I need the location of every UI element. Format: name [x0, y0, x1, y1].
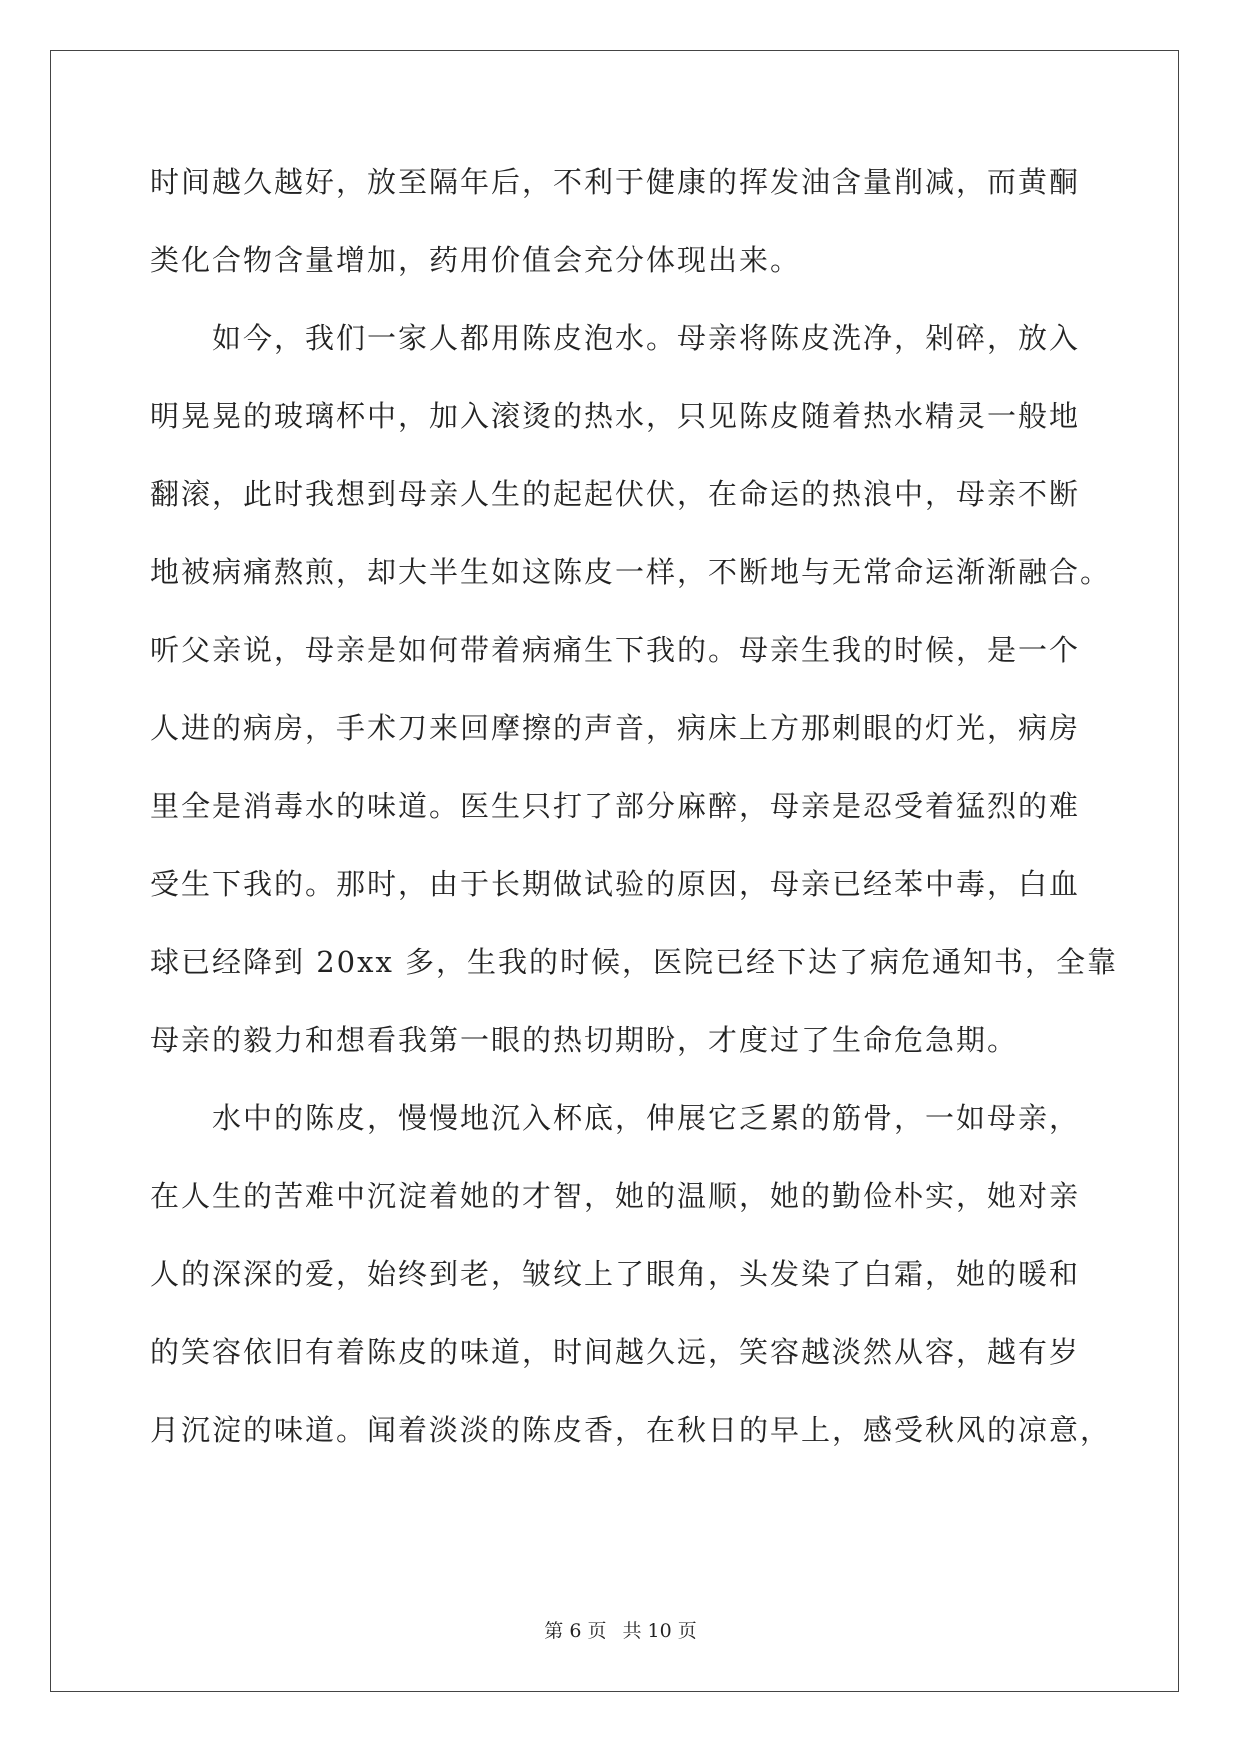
text-line: 听父亲说，母亲是如何带着病痛生下我的。母亲生我的时候，是一个: [150, 633, 1081, 667]
text-line: 里全是消毒水的味道。医生只打了部分麻醉，母亲是忍受着猛烈的难: [150, 789, 1081, 823]
text-line: 翻滚，此时我想到母亲人生的起起伏伏，在命运的热浪中，母亲不断: [150, 477, 1081, 511]
text-line: 时间越久越好，放至隔年后，不利于健康的挥发油含量削减，而黄酮: [150, 165, 1081, 199]
text-line: 在人生的苦难中沉淀着她的才智，她的温顺，她的勤俭朴实，她对亲: [150, 1179, 1081, 1213]
text-line: 的笑容依旧有着陈皮的味道，时间越久远，笑容越淡然从容，越有岁: [150, 1335, 1081, 1369]
text-line: 球已经降到 20xx 多，生我的时候，医院已经下达了病危通知书，全靠: [150, 945, 1119, 979]
text-line: 明晃晃的玻璃杯中，加入滚烫的热水，只见陈皮随着热水精灵一般地: [150, 399, 1081, 433]
text-line: 人的深深的爱，始终到老，皱纹上了眼角，头发染了白霜，她的暖和: [150, 1257, 1081, 1291]
document-body: [150, 143, 1119, 1469]
text-line: 地被病痛熬煎，却大半生如这陈皮一样，不断地与无常命运渐渐融合。: [150, 555, 1112, 589]
page-footer: [0, 1616, 1241, 1643]
total-pages: 共 10 页: [622, 1620, 697, 1642]
text-line: 月沉淀的味道。闻着淡淡的陈皮香，在秋日的早上，感受秋风的凉意，: [150, 1413, 1112, 1447]
text-line: 类化合物含量增加，药用价值会充分体现出来。: [150, 243, 802, 277]
text-line: 受生下我的。那时，由于长期做试验的原因，母亲已经苯中毒，白血: [150, 867, 1081, 901]
paragraph-start-line: 如今，我们一家人都用陈皮泡水。母亲将陈皮洗净，剁碎，放入: [212, 321, 1081, 355]
paragraph-start-line: 水中的陈皮，慢慢地沉入杯底，伸展它乏累的筋骨，一如母亲，: [212, 1101, 1081, 1135]
page-number: 第 6 页: [544, 1620, 607, 1642]
text-line: 母亲的毅力和想看我第一眼的热切期盼，才度过了生命危急期。: [150, 1023, 1019, 1057]
text-line: 人进的病房，手术刀来回摩擦的声音，病床上方那刺眼的灯光，病房: [150, 711, 1081, 745]
